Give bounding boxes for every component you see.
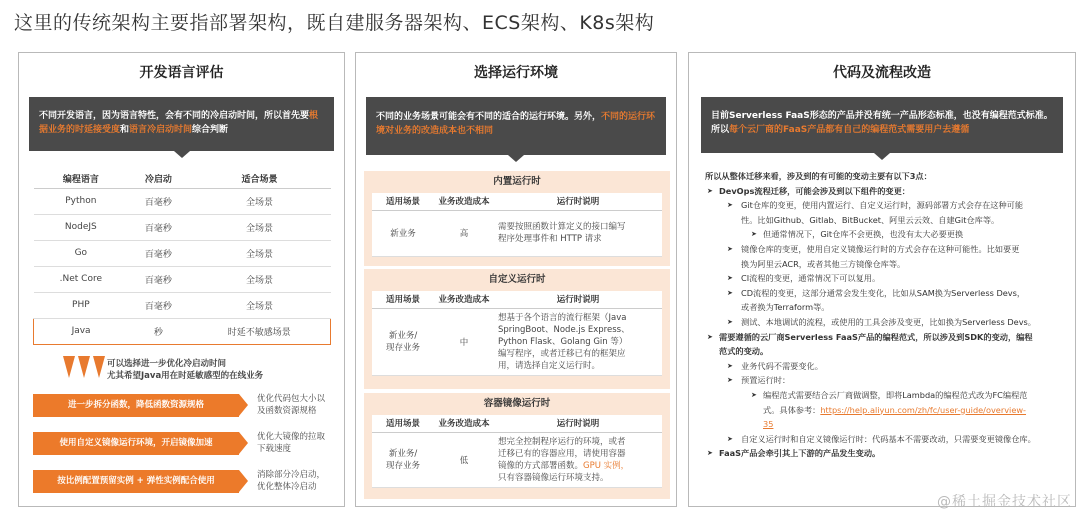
cell-desc [494, 308, 662, 375]
action-note [257, 469, 325, 493]
table-row [34, 188, 331, 214]
table-row [372, 308, 662, 375]
arrow-bullet-icon: ➤ [707, 332, 713, 341]
list-item [705, 184, 1067, 199]
cell-scene: 新业务 [372, 210, 434, 256]
item-text: 预置运行时： [741, 375, 791, 386]
cell-scene [372, 432, 434, 487]
item-text: 镜像仓库的变更，使用自定义镜像运行时的方式会存在这种可能性。比如要更 [741, 243, 1020, 254]
callout-highlight: 每个云厂商的FaaS产品都有自己的编程范式需要用户去遵循 [729, 125, 970, 135]
list-item [705, 446, 1067, 461]
action-split-functions: 进一步拆分函数，降低函数资源规格 [33, 394, 239, 417]
column-header: 冷启动 [128, 170, 188, 188]
desc-line: 只有容器镜像运行环境支持。 [498, 472, 609, 483]
list-item [705, 286, 1067, 301]
column-header: 运行时说明 [494, 415, 662, 432]
list-item: 所以从整体迁移来看，涉及到的有可能的变动主要有以下3点： [705, 171, 932, 181]
column-header: 业务改造成本 [434, 291, 494, 308]
arrow-bullet-icon: ➤ [727, 288, 733, 297]
arrow-bullet-icon: ➤ [751, 230, 757, 239]
section-title: 自定义运行时 [488, 274, 546, 285]
list-item-continuation [705, 417, 1067, 432]
cell-cost: 中 [434, 308, 494, 375]
desc-line: 用，请选择自定义运行时。 [498, 360, 601, 371]
item-text: 编程范式需要结合云厂商做调整，即将Lambda的编程范式改为FC编程范 [763, 389, 1028, 400]
table-row [34, 214, 331, 240]
column-header: 业务改造成本 [434, 193, 494, 210]
list-item-continuation [705, 403, 1067, 418]
cell-coldstart: 百毫秒 [128, 188, 188, 214]
column-header: 适用场景 [372, 291, 434, 308]
cell-coldstart: 百毫秒 [128, 214, 188, 240]
cell-scene: 全场景 [189, 266, 331, 292]
cell-coldstart: 百毫秒 [128, 240, 188, 266]
action-note [257, 431, 325, 455]
item-text: CI流程的变更，通常情况下可以复用。 [741, 273, 881, 284]
callout-text: 目前Serverless FaaS形态的产品并没有统一产品形态标准，也没有编程范式标准。所以 [711, 111, 1053, 135]
note-line: 优化大镜像的拉取 [257, 432, 326, 442]
item-text: FaaS产品会牵引其上下游的产品发生变动。 [719, 448, 881, 459]
item-text: 但通常情况下，Git仓库不会更换，也没有太大必要更换 [763, 229, 964, 240]
panel-title: 选择运行环境 [474, 65, 558, 81]
table-row [34, 240, 331, 266]
table-row [372, 432, 662, 487]
item-text: 自定义运行时和自定义镜像运行时：代码基本不需要改动，只需要变更镜像仓库。 [741, 433, 1036, 444]
cell-desc [494, 210, 662, 256]
note-line: 优化代码包大小以 [257, 394, 326, 404]
cell-scene: 时延不敏感场景 [189, 318, 331, 344]
list-item [705, 315, 1067, 330]
desc-line: 迁移已有的容器应用，请使用容器 [498, 448, 626, 459]
runtime-environment-panel [355, 52, 677, 507]
cell-language: Java [34, 318, 129, 344]
desc-line: 需要按照函数计算定义的接口编写 [498, 222, 626, 232]
runtime-table [372, 291, 662, 376]
scene-line: 新业务/ [388, 330, 418, 341]
list-item-continuation: 性。比如Github、Gitlab、BitBucket、阿里云云效、自建Git仓库等。 [741, 214, 1000, 225]
callout-highlight: 语言冷启动时间 [129, 125, 193, 135]
container-image-runtime-section [364, 393, 670, 499]
list-item [705, 373, 1067, 388]
action-note [257, 393, 325, 417]
item-text: DevOps流程迁移，可能会涉及到以下组件的变更： [719, 185, 910, 196]
cell-coldstart: 百毫秒 [128, 266, 188, 292]
page-title: 这里的传统架构主要指部署架构，既自建服务器架构、ECS架构、K8s架构 [14, 12, 655, 34]
cell-language: PHP [34, 292, 129, 318]
list-item-continuation: 范式的变动。 [719, 346, 769, 357]
desc-line: 编写程序，或者迁移已有的框架应 [498, 348, 626, 359]
scene-line: 现存业务 [385, 460, 420, 471]
note-line: 尤其希望Java用在时延敏感型的在线业务 [107, 371, 264, 381]
list-item [705, 271, 1067, 286]
arrow-bullet-icon: ➤ [727, 274, 733, 283]
cell-scene: 全场景 [189, 214, 331, 240]
arrow-bullet-icon: ➤ [707, 449, 713, 458]
table-row [372, 210, 662, 256]
arrow-bullet-icon: ➤ [727, 376, 733, 385]
desc-highlight: GPU 实例， [583, 460, 630, 471]
cell-scene: 全场景 [189, 292, 331, 318]
cell-coldstart: 秒 [128, 318, 188, 344]
arrow-bullet-icon: ➤ [707, 186, 713, 195]
callout-text: 不同开发语言，因为语言特性，会有不同的冷启动时间，所以首先要 [39, 111, 310, 121]
cell-cost: 高 [434, 210, 494, 256]
desc-line: 想完全控制程序运行的环境，或者 [498, 436, 626, 447]
desc-line: 想基于各个语言的流行框架（Java [498, 312, 627, 323]
column-header: 运行时说明 [494, 193, 662, 210]
desc-line: 程序处理事件和 HTTP 请求 [498, 234, 602, 244]
item-text: Git仓库的变更，使用内置运行、自定义运行时，源码部署方式会存在这种可能 [741, 200, 1024, 211]
table-row-highlighted [34, 318, 331, 344]
cell-scene: 全场景 [189, 240, 331, 266]
list-item [705, 330, 1067, 345]
callout-highlight: 不同的运行环境对业务的改造成本也不相同 [376, 112, 656, 136]
desc-line: SpringBoot、Node.js Express、 [498, 324, 630, 335]
watermark: @稀土掘金技术社区 [937, 494, 1072, 510]
reference-link[interactable]: https://help.aliyun.com/zh/fc/user-guide/overview- [820, 404, 1027, 415]
column-header: 运行时说明 [494, 291, 662, 308]
callout-text: 和 [120, 125, 130, 135]
desc-line: 镜像的方式部署函数。 [498, 460, 584, 471]
scene-line: 新业务/ [388, 448, 418, 459]
item-text: 业务代码不需要变化。 [741, 360, 823, 371]
scene-line: 现存业务 [385, 342, 420, 353]
callout-text: 综合判断 [192, 125, 229, 135]
note-line: 优化整体冷启动 [257, 482, 317, 492]
item-text: CD流程的变更，这部分通常会发生变化，比如从SAM换为Serverless Devs， [741, 287, 1026, 298]
cell-language: NodeJS [34, 214, 129, 240]
action-custom-image: 使用自定义镜像运行环境，开启镜像加速 [33, 432, 239, 455]
runtime-table [372, 193, 662, 257]
panel-title: 代码及流程改造 [833, 65, 931, 81]
cell-scene [372, 308, 434, 375]
list-item-continuation: 或者换为Terraform等。 [741, 302, 830, 313]
runtime-callout [366, 97, 666, 155]
item-text: 需要遵循的云厂商Serverless FaaS产品的编程范式，所以涉及到SDK的变动，编程 [719, 331, 1033, 342]
list-item [705, 432, 1067, 447]
custom-runtime-section [364, 269, 670, 389]
code-callout [701, 97, 1063, 153]
arrow-bullet-icon: ➤ [727, 244, 733, 253]
section-title: 容器镜像运行时 [483, 398, 551, 409]
code-process-panel [688, 52, 1076, 507]
language-callout [29, 97, 334, 151]
language-table [33, 170, 331, 345]
note-line: 可以选择进一步优化冷启动时间 [107, 359, 227, 369]
arrow-bullet-icon: ➤ [751, 390, 757, 399]
cell-cost: 低 [434, 432, 494, 487]
list-item [705, 359, 1067, 374]
arrow-bullet-icon: ➤ [727, 434, 733, 443]
column-header: 适用场景 [372, 415, 434, 432]
column-header: 适用场景 [372, 193, 434, 210]
runtime-table [372, 415, 662, 488]
table-row [34, 266, 331, 292]
arrow-bullet-icon: ➤ [727, 317, 733, 326]
section-title: 内置运行时 [493, 176, 541, 187]
item-text: 测试、本地调试的流程，或使用的工具会涉及变更，比如换为Serverless Devs。 [741, 316, 1036, 327]
migration-list [705, 169, 1067, 461]
list-item [705, 198, 1067, 213]
action-reserved-instances: 按比例配置预留实例 + 弹性实例配合使用 [33, 470, 239, 493]
down-arrows-icon [63, 356, 105, 378]
arrow-bullet-icon: ➤ [727, 201, 733, 210]
cell-language: Go [34, 240, 129, 266]
language-evaluation-panel [18, 52, 345, 507]
table-row [34, 292, 331, 318]
list-item [705, 388, 1067, 403]
note-line: 下载速度 [257, 444, 292, 454]
cell-coldstart: 百毫秒 [128, 292, 188, 318]
column-header: 适合场景 [189, 170, 331, 188]
list-item [705, 227, 1067, 242]
panel-title: 开发语言评估 [139, 65, 224, 81]
cell-language: Python [34, 188, 129, 214]
cell-scene: 全场景 [189, 188, 331, 214]
column-header: 业务改造成本 [434, 415, 494, 432]
desc-line: Python Flask、Golang Gin 等） [498, 336, 628, 347]
list-item-continuation: 换为阿里云ACR，或者其他三方镜像仓库等。 [741, 258, 906, 269]
note-line: 及函数资源规格 [257, 406, 317, 416]
builtin-runtime-section [364, 171, 670, 266]
reference-link[interactable]: 35 [763, 419, 774, 430]
item-text: 式。具体参考： [763, 404, 821, 415]
note-line: 消除部分冷启动， [257, 470, 326, 480]
column-header: 编程语言 [34, 170, 129, 188]
list-item [705, 242, 1067, 257]
arrow-bullet-icon: ➤ [727, 361, 733, 370]
callout-text: 不同的业务场景可能会有不同的适合的运行环境。另外， [376, 112, 602, 122]
optimize-note [107, 358, 263, 382]
cell-desc [494, 432, 662, 487]
callout-highlight: 根据业务的时延接受度 [39, 111, 319, 135]
cell-language: .Net Core [34, 266, 129, 292]
